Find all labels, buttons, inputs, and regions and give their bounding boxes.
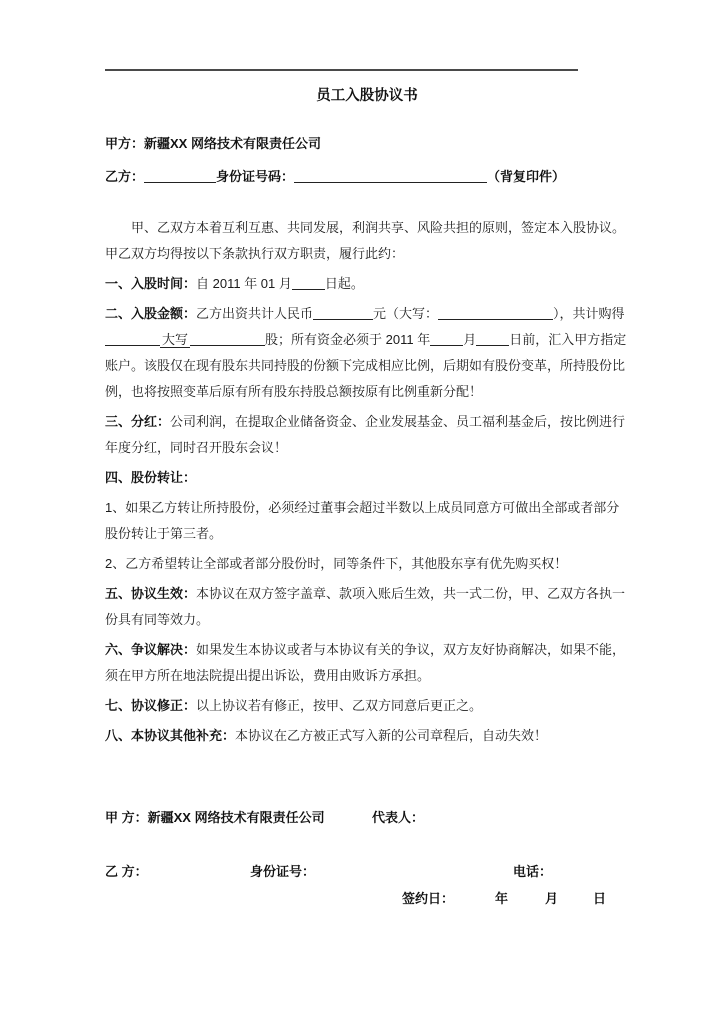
- section-4-item-1: 1、如果乙方转让所持股份，必须经过董事会超过半数以上成员同意方可做出全部或者部分股份转让于第三者。: [105, 500, 620, 541]
- section-8-body: 本协议在乙方被正式写入新的公司章程后，自动失效！: [235, 728, 548, 743]
- representative-label: 代表人：: [372, 810, 425, 825]
- section-3-heading: 三、分红：: [105, 414, 171, 429]
- section-5: [105, 581, 629, 633]
- document-body: [105, 0, 629, 912]
- month-label: 月: [545, 891, 559, 906]
- section-6-heading: 六、争议解决：: [105, 642, 197, 657]
- signature-party-b-label: 乙 方：: [105, 864, 148, 879]
- signature-party-b-line: [105, 859, 629, 885]
- section-4-item-2: 2、乙方希望转让全部或者部分股份时，同等条件下，其他股东享有优先购买权！: [105, 556, 568, 571]
- section-3: [105, 409, 629, 461]
- signature-party-a-name: 新疆XX 网络技术有限责任公司: [147, 810, 325, 825]
- section-2: [105, 301, 629, 405]
- section-2-heading: 二、入股金额：: [105, 306, 197, 321]
- section-3-body: 公司利润，在提取企业储备资金、企业发展基金、员工福利基金后，按比例进行年度分红，同时召开股东会议！: [105, 414, 626, 455]
- section-6-body: 如果发生本协议或者与本协议有关的争议，双方友好协商解决，如果不能，须在甲方所在地法院提出提出诉讼，费用由败诉方承担。: [105, 642, 626, 683]
- section-8-heading: 八、本协议其他补充：: [105, 728, 236, 743]
- section-7-body: 以上协议若有修正，按甲、乙双方同意后更正之。: [196, 698, 483, 713]
- party-b-label: 乙方：: [105, 169, 145, 184]
- signing-date-label: 签约日：: [402, 891, 455, 906]
- party-b-id-blank: [294, 168, 487, 183]
- signature-party-a-label: 甲 方：: [105, 810, 148, 825]
- section-1-heading: 一、入股时间：: [105, 276, 197, 291]
- section-7-heading: 七、协议修正：: [105, 698, 197, 713]
- deadline-month-blank: [430, 331, 463, 346]
- section-2-text-5: 月: [463, 332, 477, 347]
- year-label: 年: [495, 891, 509, 906]
- section-8: [105, 723, 629, 749]
- section-5-body: 本协议在双方签字盖章、款项入账后生效，共一式二份，甲、乙双方各执一份具有同等效力。: [105, 586, 626, 627]
- section-4-heading: 四、股份转让：: [105, 470, 197, 485]
- intro-paragraph: 甲、乙双方本着互利互惠、共同发展，利润共享、风险共担的原则，签定本入股协议。甲乙双方均得按以下条款执行双方职责，履行此约：: [105, 220, 626, 261]
- party-b-line: [105, 164, 629, 190]
- section-7: [105, 693, 629, 719]
- signature-id-label: 身份证号：: [250, 864, 316, 879]
- phone-label: 电话：: [513, 864, 553, 879]
- section-2-text-2: 元（大写：: [373, 306, 439, 321]
- section-5-heading: 五、协议生效：: [105, 586, 197, 601]
- amount-in-words-blank: [438, 305, 553, 320]
- amount-blank: [313, 305, 373, 320]
- section-4-heading-line: [105, 465, 629, 491]
- section-2-text-3: ），共计购得: [553, 306, 625, 321]
- party-b-id-label: 身份证号码：: [216, 169, 295, 184]
- section-1-text-pre: 自 2011 年 01 月: [196, 276, 292, 291]
- section-1: [105, 271, 629, 297]
- party-b-name-blank: [144, 168, 216, 183]
- section-6: [105, 637, 629, 689]
- party-a-name: 新疆XX 网络技术有限责任公司: [144, 136, 321, 151]
- shares-blank-left: [105, 331, 160, 346]
- start-day-blank: [292, 275, 325, 290]
- section-2-text-1: 乙方出资共计人民币: [196, 306, 314, 321]
- deadline-day-blank: [476, 331, 509, 346]
- day-label: 日: [593, 891, 607, 906]
- section-2-text-4: 股；所有资金必须于 2011 年: [265, 332, 431, 347]
- signature-party-a-line: [105, 805, 629, 831]
- copy-note: （背复印件）: [487, 169, 566, 184]
- shares-blank-right: [190, 331, 265, 346]
- party-a-line: [105, 131, 629, 157]
- document-title: 员工入股协议书: [316, 88, 418, 104]
- section-1-text-post: 日起。: [324, 276, 364, 291]
- section-2-text-6: 日前，汇入甲方指定账户。该股仅在现有股东共同持股的份额下完成相应比例，后期如有股份变革，所持股份比例，也将按照变革后原有所有股东持股总额按原有比例重新分配！: [105, 332, 627, 399]
- signing-date-line: [105, 886, 629, 912]
- shares-words-label: 大写: [162, 332, 189, 347]
- party-a-label: 甲方：: [105, 136, 145, 151]
